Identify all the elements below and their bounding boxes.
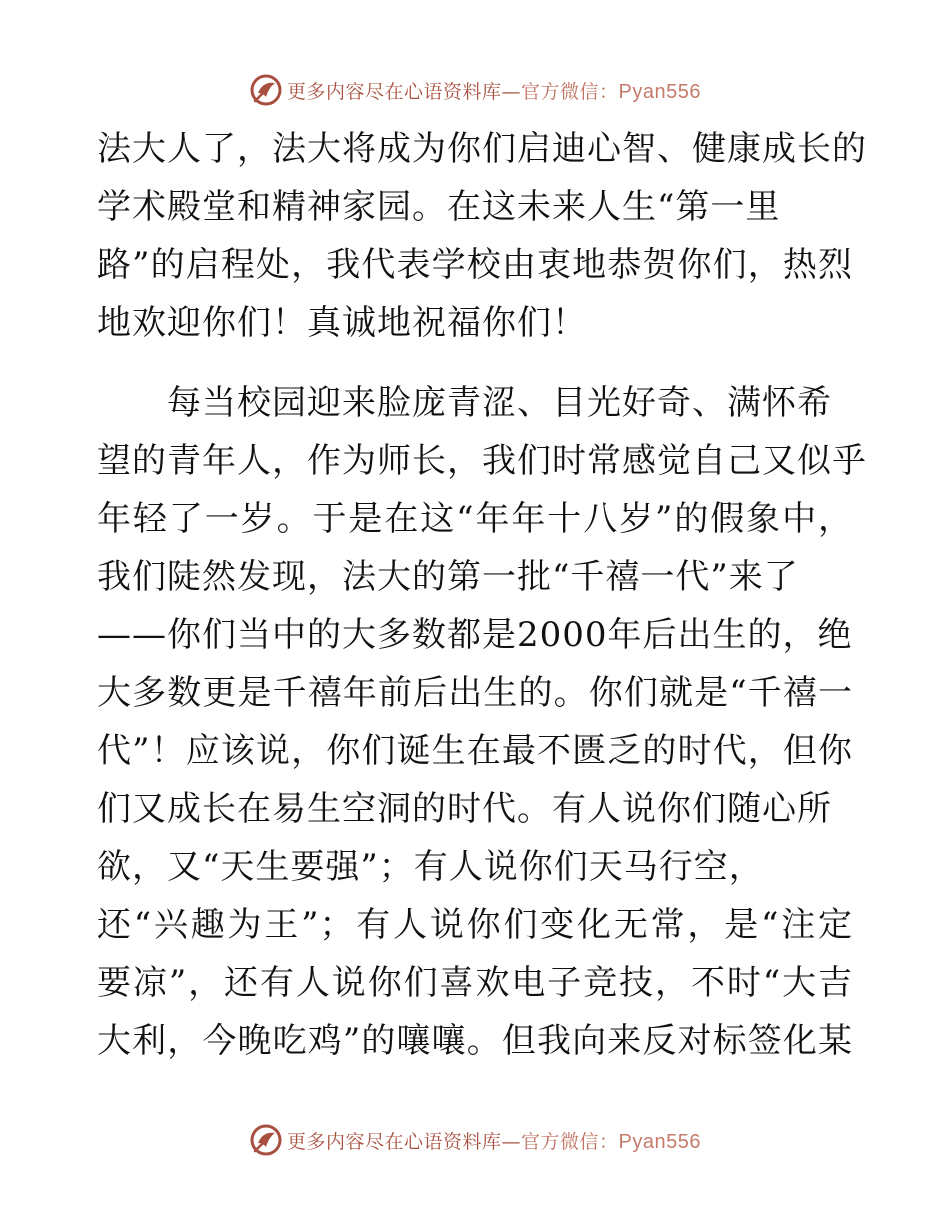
banner-dash: — [501, 80, 522, 103]
text-line: 要凉”，还有人说你们喜欢电子竞技，不时“大吉 [97, 963, 853, 1003]
banner-main: 更多内容尽在心语资料库 [287, 1130, 502, 1153]
banner-wechat-id: Pyan556 [618, 1130, 701, 1153]
text-line: 望的青年人，作为师长，我们时常感觉自己又似乎 [97, 441, 867, 481]
banner-main: 更多内容尽在心语资料库 [287, 80, 502, 103]
paragraph-1 [97, 120, 867, 352]
text-line: ——你们当中的大多数都是2000年后出生的，绝 [97, 615, 853, 655]
paragraph-2 [97, 374, 867, 1070]
logo-icon [249, 73, 283, 107]
banner-text [287, 77, 701, 104]
banner-wechat-label: 官方微信： [521, 1130, 619, 1153]
footer-banner [0, 1120, 950, 1160]
banner-wechat-label: 官方微信： [521, 80, 619, 103]
text-line: 还“兴趣为王”；有人说你们变化无常，是“注定 [97, 905, 853, 945]
text-line: 我们陡然发现，法大的第一批“千禧一代”来了 [97, 557, 799, 597]
text-line: 代”！应该说，你们诞生在最不匮乏的时代，但你 [97, 731, 853, 771]
banner-dash: — [501, 1130, 522, 1153]
text-line: 法大人了，法大将成为你们启迪心智、健康成长的 [97, 129, 867, 169]
text-line: 大利，今晚吃鸡”的嚷嚷。但我向来反对标签化某 [97, 1021, 853, 1061]
document-body [97, 120, 867, 1070]
text-line: 路”的启程处，我代表学校由衷地恭贺你们，热烈 [97, 245, 853, 285]
text-line: 学术殿堂和精神家园。在这未来人生“第一里 [97, 187, 781, 227]
text-line: 地欢迎你们！真诚地祝福你们！ [97, 303, 587, 343]
text-line: 每当校园迎来脸庞青涩、目光好奇、满怀希 [97, 383, 832, 423]
paragraph-gap [97, 352, 853, 374]
banner-text [287, 1127, 701, 1154]
text-line: 欲，又“天生要强”；有人说你们天马行空， [97, 847, 764, 887]
banner-wechat-id: Pyan556 [618, 80, 701, 103]
logo-icon [249, 1123, 283, 1157]
header-banner [0, 70, 950, 110]
text-line: 大多数更是千禧年前后出生的。你们就是“千禧一 [97, 673, 853, 713]
text-line: 年轻了一岁。于是在这“年年十八岁”的假象中， [97, 499, 853, 539]
text-line: 们又成长在易生空洞的时代。有人说你们随心所 [97, 789, 832, 829]
